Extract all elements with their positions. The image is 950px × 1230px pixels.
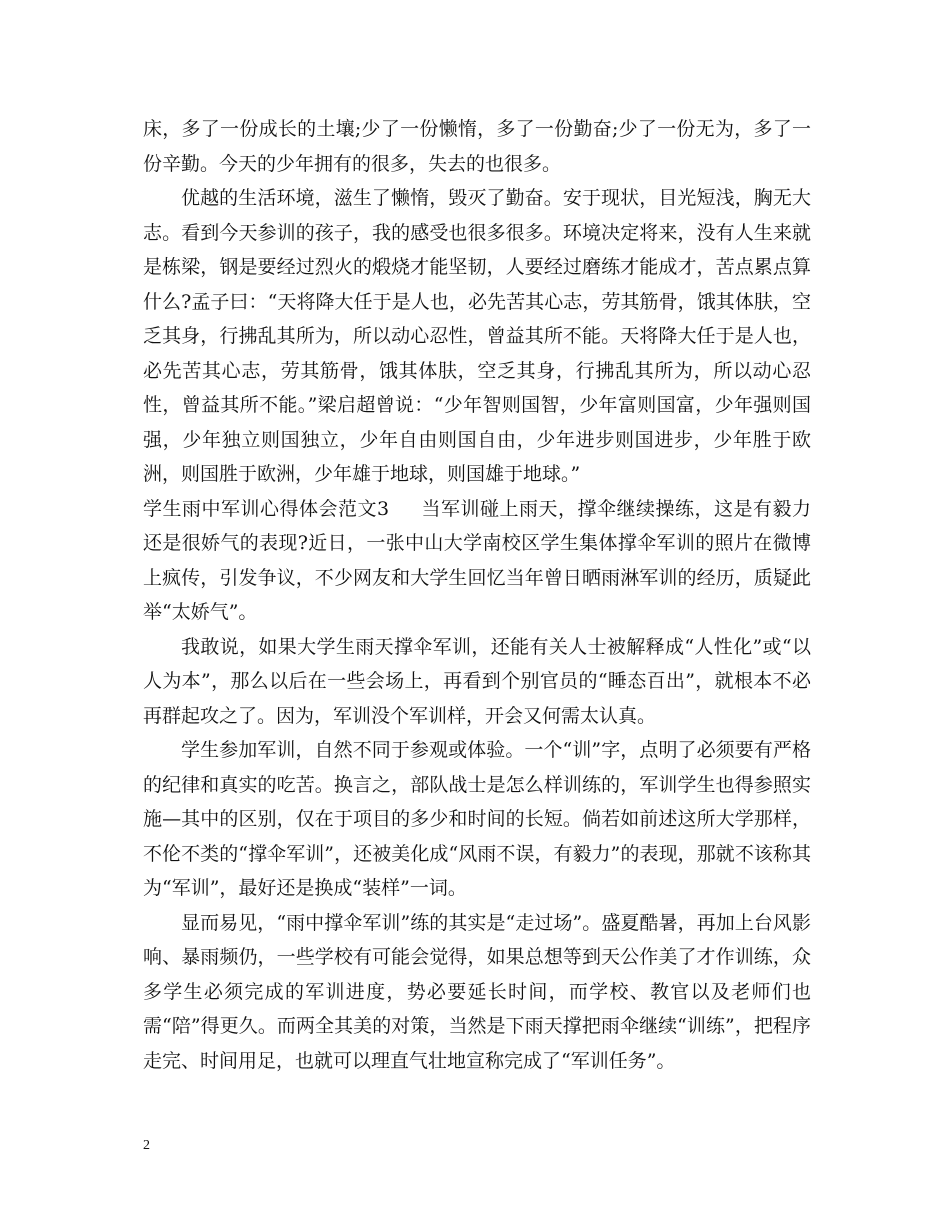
section-text: 当军训碰上雨天，撑伞继续操练，这是有毅力还是很娇气的表现?近日，一张中山大学南校区学生集体撑伞军训的照片在微博上疯传，引发争议，不少网友和大学生回忆当年曾日晒雨淋军训的经历，质疑此举“太娇气”。	[143, 497, 811, 623]
paragraph: 显而易见，“雨中撑伞军训”练的其实是“走过场”。盛夏酷暑，再加上台风影响、暴雨频仍，一些学校有可能会觉得，如果总想等到天公作美了才作训练，众多学生必须完成的军训进度，势必要延长时间，而学校、教官以及老师们也需“陪”得更久。而两全其美的对策，当然是下雨天撑把雨伞继续“训练”，把程序走完、时间用足，也就可以理直气壮地宣称完成了“军训任务”。	[143, 911, 811, 1072]
paragraph: 我敢说，如果大学生雨天撑伞军训，还能有关人士被解释成“人性化”或“以人为本”，那么以后在一些会场上，再看到个别官员的“睡态百出”，就根本不必再群起攻之了。因为，军训没个军训样，开会又何需太认真。	[143, 635, 811, 727]
paragraph: 优越的生活环境，滋生了懒惰，毁灭了勤奋。安于现状，目光短浅，胸无大志。看到今天参训的孩子，我的感受也很多很多。环境决定将来，没有人生来就是栋梁，钢是要经过烈火的煅烧才能坚韧，人要经过磨练才能成才，苦点累点算什么?孟子曰：“天将降大任于是人也，必先苦其心志，劳其筋骨，饿其体肤，空乏其身，行拂乱其所为，所以动心忍性，曾益其所不能。天将降大任于是人也，必先苦其心志，劳其筋骨，饿其体肤，空乏其身，行拂乱其所为，所以动心忍性，曾益其所不能。”梁启超曾说：“少年智则国智，少年富则国富，少年强则国强，少年独立则国独立，少年自由则国自由，少年进步则国进步，少年胜于欧洲，则国胜于欧洲，少年雄于地球，则国雄于地球。”	[143, 187, 811, 485]
section-paragraph	[143, 492, 811, 630]
document-body	[143, 112, 811, 1078]
paragraph: 学生参加军训，自然不同于参观或体验。一个“训”字，点明了必须要有严格的纪律和真实的吃苦。换言之，部队战士是怎么样训练的，军训学生也得参照实施—其中的区别，仅在于项目的多少和时间的长短。倘若如前述这所大学那样，不伦不类的“撑伞军训”，还被美化成“风雨不误，有毅力”的表现，那就不该称其为“军训”，最好还是换成“装样”一词。	[143, 739, 811, 899]
paragraph: 床，多了一份成长的土壤;少了一份懒惰，多了一份勤奋;少了一份无为，多了一份辛勤。今天的少年拥有的很多，失去的也很多。	[143, 118, 811, 175]
page-number: 2	[143, 1138, 150, 1153]
section-heading: 学生雨中军训心得体会范文3	[143, 497, 390, 520]
